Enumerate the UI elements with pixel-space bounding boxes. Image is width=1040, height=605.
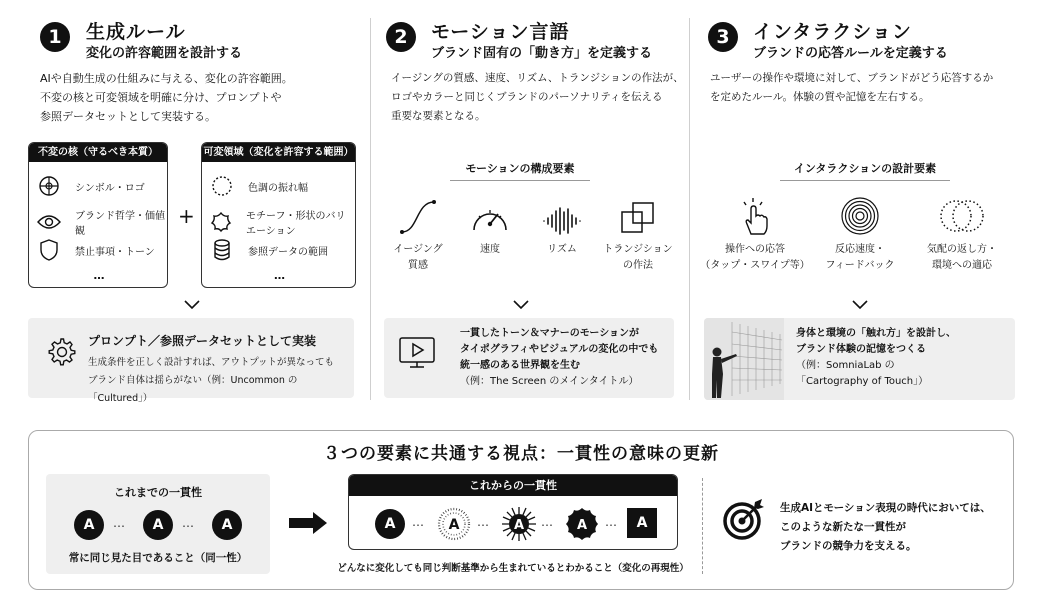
motion-section-label: モーションの構成要素 <box>465 162 575 175</box>
list-item <box>210 207 355 237</box>
new-consistency-caption: どんなに変化しても同じ判断基準から生まれているとわかること（変化の再現性） <box>337 563 689 574</box>
invariant-core-header: 不変の核（守るべき本質） <box>29 143 167 162</box>
list-item <box>210 175 308 197</box>
crosshair-logo-icon <box>37 175 61 197</box>
panel-line: 生成条件を正しく設計すれば、アウトプットが異なっても <box>88 357 335 368</box>
dashed-circle-icon <box>210 175 234 197</box>
step-number-2: 2 <box>386 22 416 52</box>
interaction-element-ambient <box>912 196 1012 274</box>
panel-text <box>796 326 956 390</box>
col3-title: インタラクション <box>753 21 912 43</box>
shield-icon <box>37 239 61 261</box>
chevron-down-icon <box>512 296 530 315</box>
panel-example: 「Cartography of Touch」） <box>796 376 929 387</box>
list-item-label: シンボル・ロゴ <box>75 182 145 194</box>
more-ellipsis: … <box>93 269 105 282</box>
overlapping-circles-icon <box>912 196 1012 236</box>
panel-line: 身体と環境の「触れ方」を設計し、 <box>796 328 956 339</box>
col3-description <box>710 69 1026 107</box>
database-icon <box>210 239 234 261</box>
panel-line: ブランド自体は揺らがない（例：Uncommon の「Cultured」） <box>88 375 298 404</box>
motion-element-rhythm <box>522 196 602 258</box>
col1-title: 生成ルール <box>86 21 186 43</box>
col1-subtitle: 変化の許容範囲を設計する <box>86 46 243 61</box>
interaction-section-label: インタラクションの設計要素 <box>793 162 937 175</box>
desc-line: を定めたルール。体験の質や記憶を左右する。 <box>710 91 930 103</box>
speedometer-icon <box>450 196 530 236</box>
step-number-1: 1 <box>40 22 70 52</box>
conclusion-line: ブランドの競争力を支える。 <box>780 540 917 552</box>
col1-implementation-panel <box>28 318 354 404</box>
video-screen-icon <box>398 336 436 374</box>
brand-mark-a: A <box>375 509 405 539</box>
col1-description <box>40 69 360 126</box>
list-item-label: ブランド哲学・価値観 <box>75 211 165 237</box>
old-consistency-panel <box>46 474 270 574</box>
element-label: トランジション <box>603 244 673 255</box>
column-divider <box>370 18 371 400</box>
svg-text:A: A <box>448 517 460 533</box>
desc-line: イージングの質感、速度、リズム、トランジションの作法が、 <box>391 72 684 84</box>
element-label: 気配の返し方・ <box>927 244 997 255</box>
motion-element-speed <box>450 196 530 258</box>
svg-text:A: A <box>513 518 525 533</box>
col2-description <box>391 69 691 126</box>
element-label: の作法 <box>623 260 653 271</box>
wavy-mark-a <box>565 507 599 545</box>
square-mark-a: A <box>627 508 657 538</box>
desc-line: ロゴやカラーと同じくブランドのパーソナリティを伝える <box>391 91 663 103</box>
list-item-label: モチーフ・形状のバリエーション <box>246 211 346 237</box>
brand-mark-a: A <box>143 510 173 540</box>
panel-line: 統一感のある世界観を生む <box>460 360 580 371</box>
bottom-title: ３つの要素に共通する視点：一貫性の意味の更新 <box>323 444 719 464</box>
chevron-down-icon <box>183 296 201 315</box>
motion-element-easing <box>378 196 458 274</box>
section-underline <box>780 180 950 181</box>
column-divider <box>689 18 690 400</box>
starburst-mark-a <box>501 506 537 546</box>
conclusion-text <box>780 499 991 556</box>
concentric-circles-icon <box>810 196 910 236</box>
dotted-mark-a <box>437 507 471 545</box>
eye-icon <box>37 211 61 233</box>
dashed-divider <box>702 478 703 574</box>
panel-text <box>88 354 354 408</box>
panel-title: プロンプト／参照データセットとして実装 <box>88 334 317 348</box>
new-consistency-label: これからの一貫性 <box>349 475 677 496</box>
element-label: イージング <box>393 244 443 255</box>
col2-subtitle: ブランド固有の「動き方」を定義する <box>431 46 653 61</box>
desc-line: AIや自動生成の仕組みに与える、変化の許容範囲。 <box>40 72 293 85</box>
brand-mark-a: A <box>74 510 104 540</box>
variable-area-header: 可変領域（変化を許容する範囲） <box>202 143 355 162</box>
new-consistency-box <box>348 474 678 550</box>
list-item <box>37 175 145 197</box>
separator-dots: … <box>477 515 490 529</box>
invariant-core-box <box>28 142 168 288</box>
transition-squares-icon <box>598 196 678 236</box>
desc-line: 不変の核と可変領域を明確に分け、プロンプトや <box>40 91 282 104</box>
col2-motion-panel <box>384 318 674 398</box>
gear-icon <box>46 336 76 370</box>
chevron-down-icon <box>851 296 869 315</box>
element-label: リズム <box>547 244 577 255</box>
element-label: 操作への応答 <box>725 244 785 255</box>
step-number-3: 3 <box>708 22 738 52</box>
desc-line: ユーザーの操作や環境に対して、ブランドがどう応答するか <box>710 72 994 84</box>
separator-dots: … <box>412 515 425 529</box>
list-item-label: 参照データの範囲 <box>248 246 328 258</box>
tap-hand-icon <box>700 196 810 236</box>
element-label: 速度 <box>480 244 500 255</box>
panel-text <box>460 326 658 390</box>
waveform-icon <box>522 196 602 236</box>
easing-curve-icon <box>378 196 458 236</box>
right-arrow-icon <box>287 510 329 540</box>
desc-line: 参照データセットとして実装する。 <box>40 110 216 123</box>
list-item <box>37 239 155 261</box>
element-label: フィードバック <box>825 260 895 271</box>
separator-dots: … <box>605 515 618 529</box>
target-icon <box>722 497 766 545</box>
col3-subtitle: ブランドの応答ルールを定義する <box>753 46 948 61</box>
separator-dots: … <box>182 516 195 530</box>
brand-mark-a: A <box>212 510 242 540</box>
conclusion-line: 生成AIとモーション表現の時代においては、 <box>780 502 991 514</box>
panel-line: ブランド体験の記憶をつくる <box>796 344 926 355</box>
col2-title: モーション言語 <box>431 21 570 43</box>
svg-text:A: A <box>576 518 588 533</box>
plus-sign: + <box>178 204 195 228</box>
panel-example: （例：SomniaLab の <box>796 360 895 371</box>
element-label: 反応速度・ <box>835 244 885 255</box>
flower-shape-icon <box>210 211 232 233</box>
old-consistency-label: これまでの一貫性 <box>114 486 202 499</box>
col3-touch-panel <box>704 318 1015 400</box>
element-label: （タップ・スワイプ等） <box>700 260 810 271</box>
list-item <box>37 207 167 237</box>
element-label: 環境への適応 <box>932 260 992 271</box>
panel-example: （例：The Screen のメインタイトル） <box>460 376 639 387</box>
interaction-element-tap <box>700 196 810 274</box>
variable-area-box <box>201 142 356 288</box>
section-underline <box>450 180 590 181</box>
desc-line: 重要な要素となる。 <box>391 110 486 122</box>
list-item <box>210 239 328 261</box>
list-item-label: 色調の振れ幅 <box>248 182 308 194</box>
separator-dots: … <box>541 515 554 529</box>
interaction-element-feedback <box>810 196 910 274</box>
motion-element-transition <box>598 196 678 274</box>
more-ellipsis: … <box>274 269 285 282</box>
element-label: 質感 <box>408 260 428 271</box>
conclusion-line: このような新たな一貫性が <box>780 521 906 533</box>
panel-line: 一貫したトーン＆マナーのモーションが <box>460 328 639 339</box>
panel-line: タイポグラフィやビジュアルの変化の中でも <box>460 344 659 355</box>
old-consistency-caption: 常に同じ見た目であること（同一性） <box>68 552 248 564</box>
separator-dots: … <box>113 516 126 530</box>
touch-installation-image <box>704 318 784 400</box>
list-item-label: 禁止事項・トーン <box>75 246 155 258</box>
